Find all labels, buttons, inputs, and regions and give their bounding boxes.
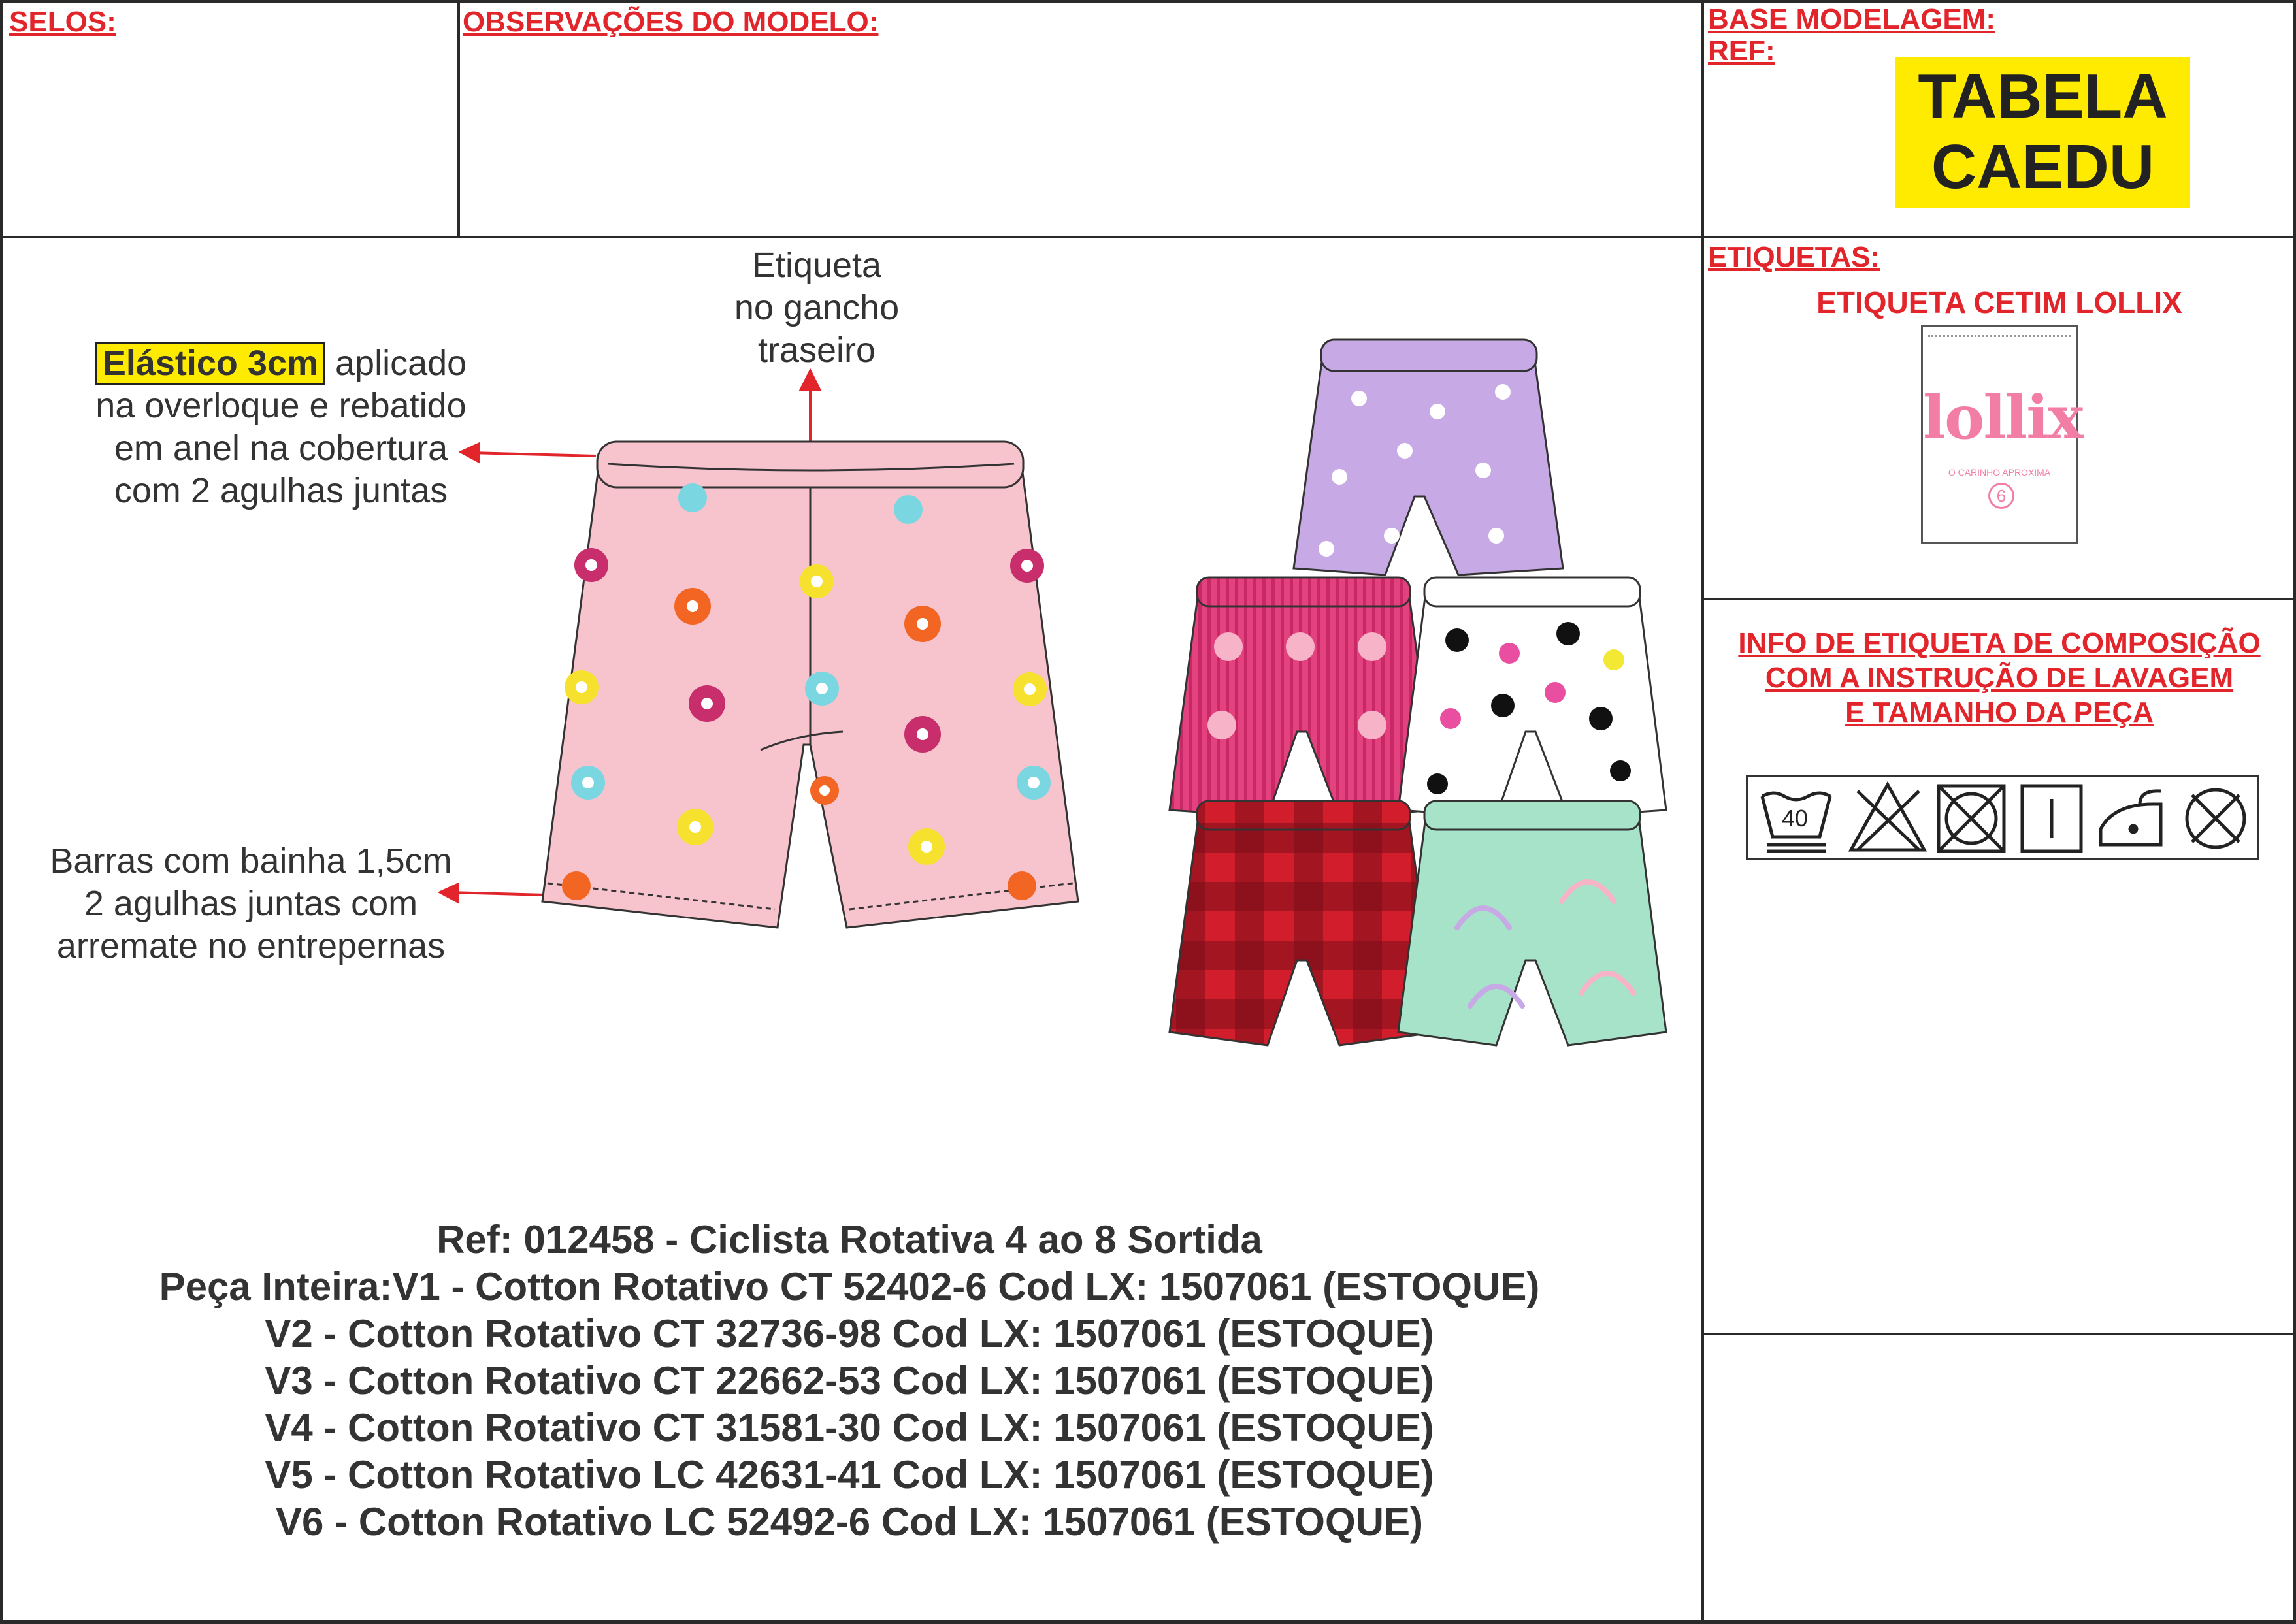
barras-line3: arremate no entrepernas	[56, 926, 446, 966]
no-tumble-dry-icon	[1939, 786, 2004, 851]
base-modelagem-label: BASE MODELAGEM:	[1708, 3, 1995, 35]
mint-short	[1398, 801, 1666, 1045]
main-right-divider	[1701, 0, 1704, 1624]
tabela-line2: CAEDU	[1931, 132, 2155, 202]
barras-line1: Barras com bainha 1,5cm	[50, 841, 452, 881]
etiqueta-line3: traseiro	[757, 331, 876, 370]
spec-block	[0, 1216, 1699, 1546]
elastico-highlight: Elástico 3cm	[95, 342, 325, 385]
tag-top-dots	[1928, 335, 2071, 337]
care-symbols	[1748, 777, 2257, 858]
size-number: 6	[1996, 486, 2007, 506]
spec-v5: V5 - Cotton Rotativo LC 42631-41 Cod LX: 1507061 (ESTOQUE)	[265, 1453, 1434, 1497]
elastico-line1: aplicado	[335, 344, 467, 383]
spec-v1: Peça Inteira:V1 - Cotton Rotativo CT 52402-6 Cod LX: 1507061 (ESTOQUE)	[159, 1265, 1540, 1308]
iron-low-icon	[2101, 791, 2161, 845]
etiquetas-label: ETIQUETAS:	[1708, 241, 1880, 273]
lollix-logo: lollix	[1923, 382, 2083, 453]
frame-bottom	[0, 1620, 2296, 1624]
elastico-line2: na overloque e rebatido	[95, 386, 467, 425]
frame-right	[2293, 0, 2296, 1624]
leopard-short	[1398, 577, 1666, 817]
barras-arrow	[450, 892, 546, 895]
tabela-line1: TABELA	[1918, 61, 2168, 131]
info-line2: COM A INSTRUÇÃO DE LAVAGEM	[1765, 662, 2234, 694]
tabela-caedu-badge	[1895, 57, 2190, 208]
size-circle	[1988, 483, 2014, 509]
spec-v2: V2 - Cotton Rotativo CT 32736-98 Cod LX: 1507061 (ESTOQUE)	[265, 1312, 1434, 1356]
info-line3: E TAMANHO DA PEÇA	[1845, 696, 2154, 728]
etiqueta-line1: Etiqueta	[751, 246, 882, 285]
etiqueta-line2: no gancho	[734, 288, 900, 327]
spec-v3: V3 - Cotton Rotativo CT 22662-53 Cod LX: 1507061 (ESTOQUE)	[265, 1359, 1434, 1403]
logo-tagline: O CARINHO APROXIMA	[1948, 467, 2051, 478]
spec-ref: Ref: 012458 - Ciclista Rotativa 4 ao 8 Sortida	[436, 1218, 1262, 1261]
elastico-line4: com 2 agulhas juntas	[114, 471, 448, 510]
purple-short	[1294, 340, 1563, 575]
no-dry-clean-icon	[2187, 790, 2244, 847]
red-plaid-short	[1170, 801, 1437, 1045]
sidebar-divider-2	[1703, 1333, 2296, 1335]
spec-v4: V4 - Cotton Rotativo CT 31581-30 Cod LX: 1507061 (ESTOQUE)	[265, 1406, 1434, 1450]
care-symbols-box	[1746, 775, 2259, 860]
lollix-label-tag	[1921, 325, 2083, 544]
barras-line2: 2 agulhas juntas com	[84, 884, 418, 923]
sidebar-divider-1	[1703, 598, 2296, 600]
info-etiqueta-text	[1703, 626, 2296, 730]
etiqueta-cetim-title: ETIQUETA CETIM LOLLIX	[1816, 285, 2182, 319]
info-line1: INFO DE ETIQUETA DE COMPOSIÇÃO	[1738, 627, 2261, 659]
ref-label: REF:	[1708, 35, 1775, 67]
elastico-line3: em anel na cobertura	[114, 429, 448, 468]
observacoes-label: OBSERVAÇÕES DO MODELO:	[463, 6, 879, 38]
pink-striped-short	[1170, 577, 1437, 817]
elastico-arrow	[470, 453, 596, 456]
wash-temp-text: 40	[1782, 805, 1809, 832]
spec-v6: V6 - Cotton Rotativo LC 52492-6 Cod LX: 1507061 (ESTOQUE)	[276, 1500, 1423, 1544]
line-dry-icon	[2022, 786, 2081, 851]
no-bleach-icon	[1851, 785, 1924, 850]
selos-label: SELOS:	[9, 6, 116, 38]
